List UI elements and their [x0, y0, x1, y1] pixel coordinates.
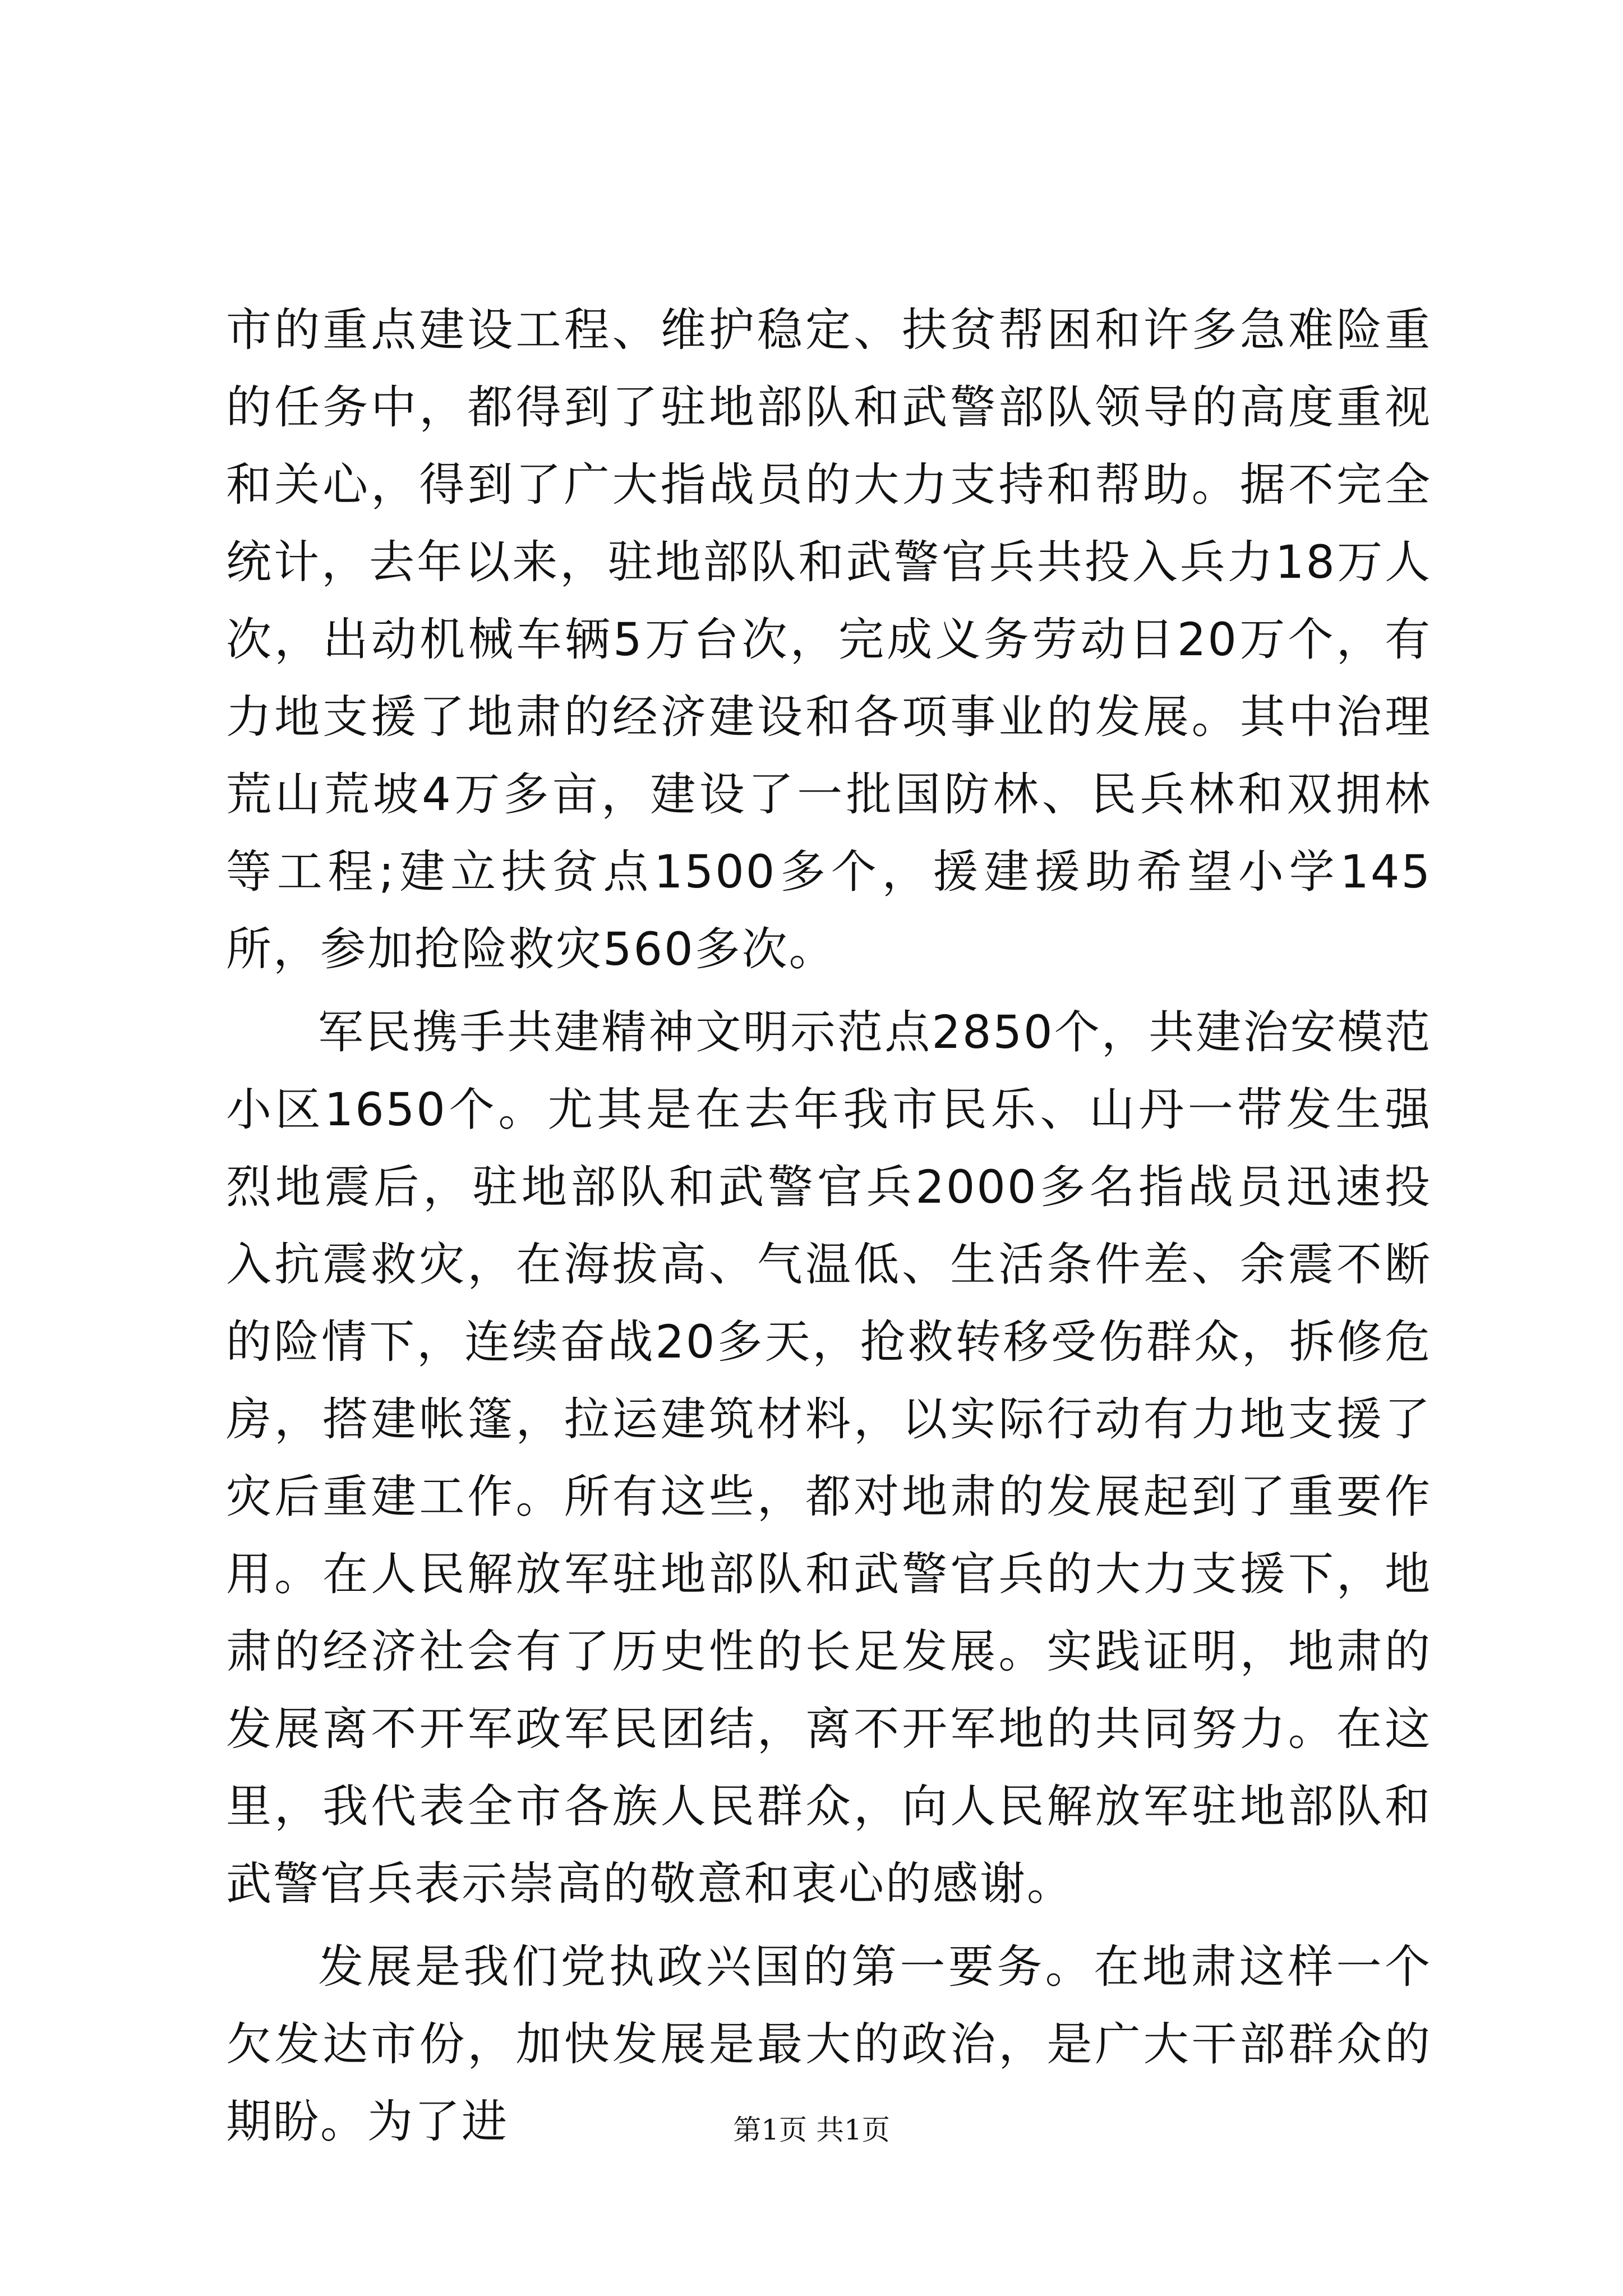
paragraph-3: 发展是我们党执政兴国的第一要务。在地肃这样一个欠发达市份，加快发展是最大的政治，是广大干部群众的期盼。为了进 — [226, 1941, 1432, 2148]
document-body — [226, 292, 1432, 2161]
paragraph-1: 市的重点建设工程、维护稳定、扶贫帮困和许多急难险重的任务中，都得到了驻地部队和武警部队领导的高度重视和关心，得到了广大指战员的大力支持和帮助。据不完全统计，去年以来，驻地部队和武警官兵共投入兵力18万人次，出动机械车辆5万台次，完成义务劳动日20万个，有力地支援了地肃的经济建设和各项事业的发展。其中治理荒山荒坡4万多亩，建设了一批国防林、民兵林和双拥林等工程;建立扶贫点1500多个，援建援助希望小学145所，参加抢险救灾560多次。 — [226, 304, 1432, 976]
page-footer: 第1页 共1页 — [733, 2114, 890, 2146]
paragraph-2: 军民携手共建精神文明示范点2850个，共建治安模范小区1650个。尤其是在去年我市民乐、山丹一带发生强烈地震后，驻地部队和武警官兵2000多名指战员迅速投入抗震救灾，在海拔高、气温低、生活条件差、余震不断的险情下，连续奋战20多天，抢救转移受伤群众，拆修危房，搭建帐篷，拉运建筑材料，以实际行动有力地支援了灾后重建工作。所有这些，都对地肃的发展起到了重要作用。在人民解放军驻地部队和武警官兵的大力支援下，地肃的经济社会有了历史性的长足发展。实践证明，地肃的发展离不开军政军民团结，离不开军地的共同努力。在这里，我代表全市各族人民群众，向人民解放军驻地部队和武警官兵表示崇高的敬意和衷心的感谢。 — [226, 1006, 1432, 1911]
